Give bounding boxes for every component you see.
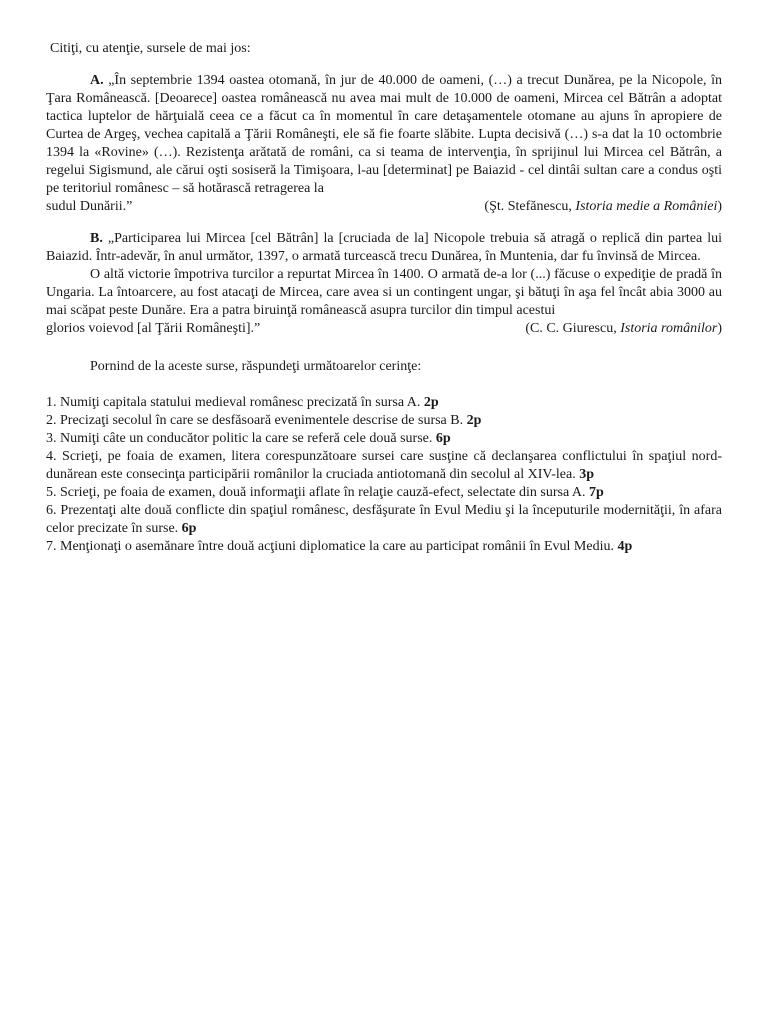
source-b-last-line (46, 320, 722, 338)
question-1-text: 1. Numiţi capitala statului medieval românesc precizată în sursa A. (46, 395, 424, 410)
source-b-cite-title: Istoria românilor (620, 321, 718, 336)
question-2-points: 2p (466, 413, 482, 428)
question-4-text: 4. Scrieţi, pe foaia de examen, litera corespunzătoare sursei care susţine că declanşarea conflictului în spaţiul nord-dunărean este consecinţa participării românilor la cruciada antiotomană din secolul al XIV-lea. (46, 449, 722, 482)
question-3 (46, 430, 722, 448)
source-a-ending: sudul Dunării.” (46, 199, 133, 214)
source-a-cite-title: Istoria medie a României (575, 199, 718, 214)
source-a-last-line (46, 198, 722, 216)
source-b-paragraph-1 (46, 230, 722, 266)
question-4 (46, 448, 722, 484)
source-b-citation (525, 320, 722, 338)
source-a-paragraph (46, 72, 722, 198)
question-7 (46, 538, 722, 556)
question-6-points: 6p (181, 521, 197, 536)
question-list (46, 394, 722, 556)
question-2-text: 2. Precizaţi secolul în care se desfăsoară evenimentele descrise de sursa B. (46, 413, 467, 428)
source-b-cite-close: ) (717, 321, 722, 336)
question-1-points: 2p (423, 395, 439, 410)
source-a-text: „În septembrie 1394 oastea otomană, în jur de 40.000 de oameni, (…) a trecut Dunărea, pe la Nicopole, în Ţara Românească. [Deoarece] oastea românească nu avea mai mult de 10.000 de oameni, Mircea cel Bătrân a adoptat tactica luptelor de hărţuială ceea ce a făcut ca în momentul în care detaşamentele otomane au ajuns în apropiere de Curtea de Argeş, vechea capitală a Ţării Româneşti, ele să fie foarte slăbite. Lupta decisivă (…) s-a dat la 10 octombrie 1394 la «Rovine» (…). Rezistenţa arătată de români, ca si teama de intervenţia, în sprijinul lui Mircea cel Bătrân, a regelui Sigismund, ale cărui oşti sosiseră la Timişoara, l-au [determinat] pe Baiazid - cel dintâi sultan care a condus oşti pe teritoriul românesc – să hotărască retragerea la (46, 73, 722, 196)
question-3-points: 6p (435, 431, 451, 446)
question-5 (46, 484, 722, 502)
question-7-points: 4p (617, 539, 633, 554)
source-a-cite-author: (Şt. Stefănescu, (484, 199, 576, 214)
source-b-text-1: „Participarea lui Mircea [cel Bătrân] la [cruciada de la] Nicopole trebuia să atragă o replică din partea lui Baiazid. Într-adevăr, în anul următor, 1397, o armată turcească trecu Dunărea, în Muntenia, dar fu învinsă de Mircea. (46, 231, 722, 264)
question-2 (46, 412, 722, 430)
question-5-points: 7p (589, 485, 604, 500)
source-b-paragraph-2: O altă victorie împotriva turcilor a repurtat Mircea în 1400. O armată de-a lor (...) făcuse o expediţie de pradă în Ungaria. La întoarcere, au fost atacaţi de Mircea, care avea si un contingent ungar, şi bătuţi în aşa fel încât abia 3000 au mai scăpat peste Dunăre. Era a patra biruinţă românească asupra turcilor din timpul acestui (46, 267, 722, 318)
source-b-letter: B. (90, 231, 103, 246)
source-b (46, 230, 722, 338)
question-5-text: 5. Scrieţi, pe foaia de examen, două informaţii aflate în relaţie cauză-efect, selectate din sursa A. (46, 485, 590, 500)
intro-text: Citiţi, cu atenţie, sursele de mai jos: (50, 41, 251, 56)
source-a-letter: A. (90, 73, 104, 88)
instructions-prompt: Pornind de la aceste surse, răspundeţi următoarelor cerinţe: (90, 359, 422, 374)
question-4-points: 3p (579, 467, 595, 482)
source-b-cite-author: (C. C. Giurescu, (525, 321, 621, 336)
source-a-cite-close: ) (717, 199, 722, 214)
source-a-citation (484, 198, 722, 216)
source-b-ending: glorios voievod [al Ţării Româneşti].” (46, 321, 261, 336)
question-7-text: 7. Menţionaţi o asemănare între două acţiuni diplomatice la care au participat românii în Evul Mediu. (46, 539, 618, 554)
question-6-text: 6. Prezentaţi alte două conflicte din spaţiul românesc, desfăşurate în Evul Mediu şi la începuturile modernităţii, în afara celor precizate în surse. (46, 503, 722, 536)
source-a (46, 72, 722, 216)
question-1 (46, 394, 722, 412)
question-3-text: 3. Numiţi câte un conducător politic la care se referă cele două surse. (46, 431, 436, 446)
question-6 (46, 502, 722, 538)
